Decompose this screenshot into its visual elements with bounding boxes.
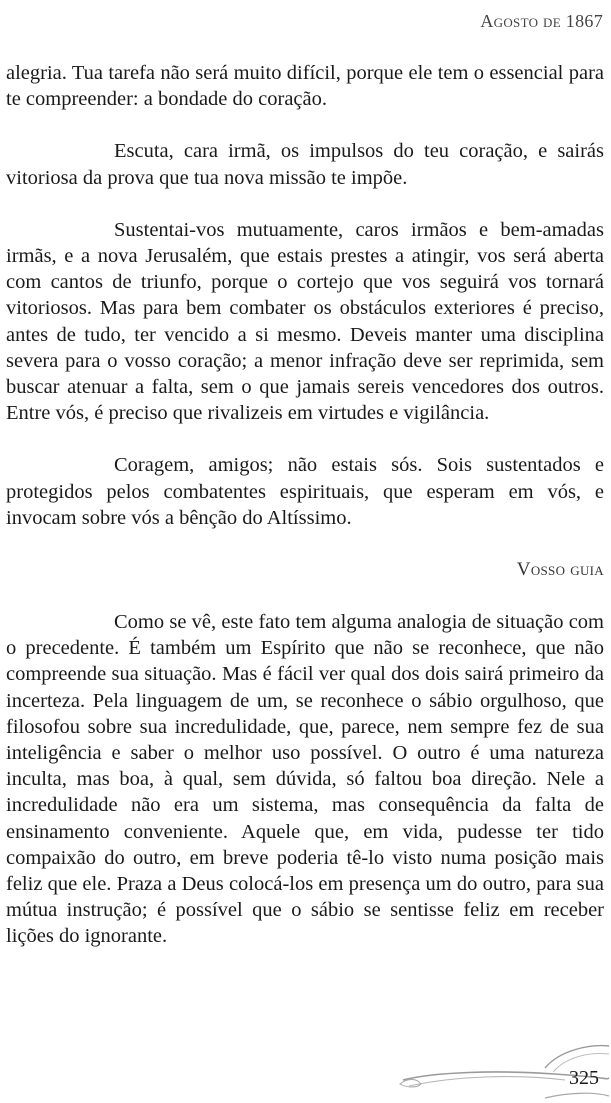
- page-number: 325: [569, 1067, 599, 1089]
- folio-area: [0, 1040, 611, 1103]
- body-text: [6, 60, 604, 950]
- paragraph-continuation: alegria. Tua tarefa não será muito difícil, porque ele tem o essencial para te compreender: a bondade do coração.: [6, 62, 604, 111]
- running-head: Agosto de 1867: [480, 11, 603, 31]
- paragraph: Coragem, amigos; não estais sós. Sois sustentados e protegidos pelos combatentes espirituais, que esperam em vós, e invocam sobre vós a bênção do Altíssimo.: [6, 454, 604, 529]
- paragraph-commentary: Como se vê, este fato tem alguma analogia de situação com o precedente. É também um Espírito que não se reconhece, que não compreende sua situação. Mas é fácil ver qual dos dois sairá primeiro da incerteza. Pela linguagem de um, se reconhece o sábio orgulhoso, que filosofou sobre sua incredulidade, que, parece, nem sempre fez de sua inteligência e saber o melhor uso possível. O outro é uma natureza inculta, mas boa, à qual, sem dúvida, só faltou boa direção. Nele a incredulidade não era um sistema, mas consequência da falta de ensinamento conveniente. Aquele que, em vida, pudesse ter tido compaixão do outro, em breve poderia tê-lo visto numa posição mais feliz que ele. Praza a Deus colocá-los em presença um do outro, para sua mútua instrução; é possível que o sábio se sentisse feliz em receber lições do ignorante.: [6, 611, 604, 948]
- signature: Vosso guia: [516, 559, 604, 581]
- paragraph: Escuta, cara irmã, os impulsos do teu coração, e sairás vitoriosa da prova que tua nova missão te impõe.: [6, 140, 604, 189]
- paragraph: Sustentai-vos mutuamente, caros irmãos e bem-amadas irmãs, e a nova Jerusalém, que estais prestes a atingir, vos será aberta com cantos de triunfo, porque o cortejo que vos seguirá vos tornará vitoriosos. Mas para bem combater os obstáculos exteriores é preciso, antes de tudo, ter vencido a si mesmo. Deveis manter uma disciplina severa para o vosso coração; a menor infração deve ser reprimida, sem buscar atenuar a falta, sem o que jamais sereis vencedores dos outros. Entre vós, é preciso que rivalizeis em virtudes e vigilância.: [6, 218, 604, 425]
